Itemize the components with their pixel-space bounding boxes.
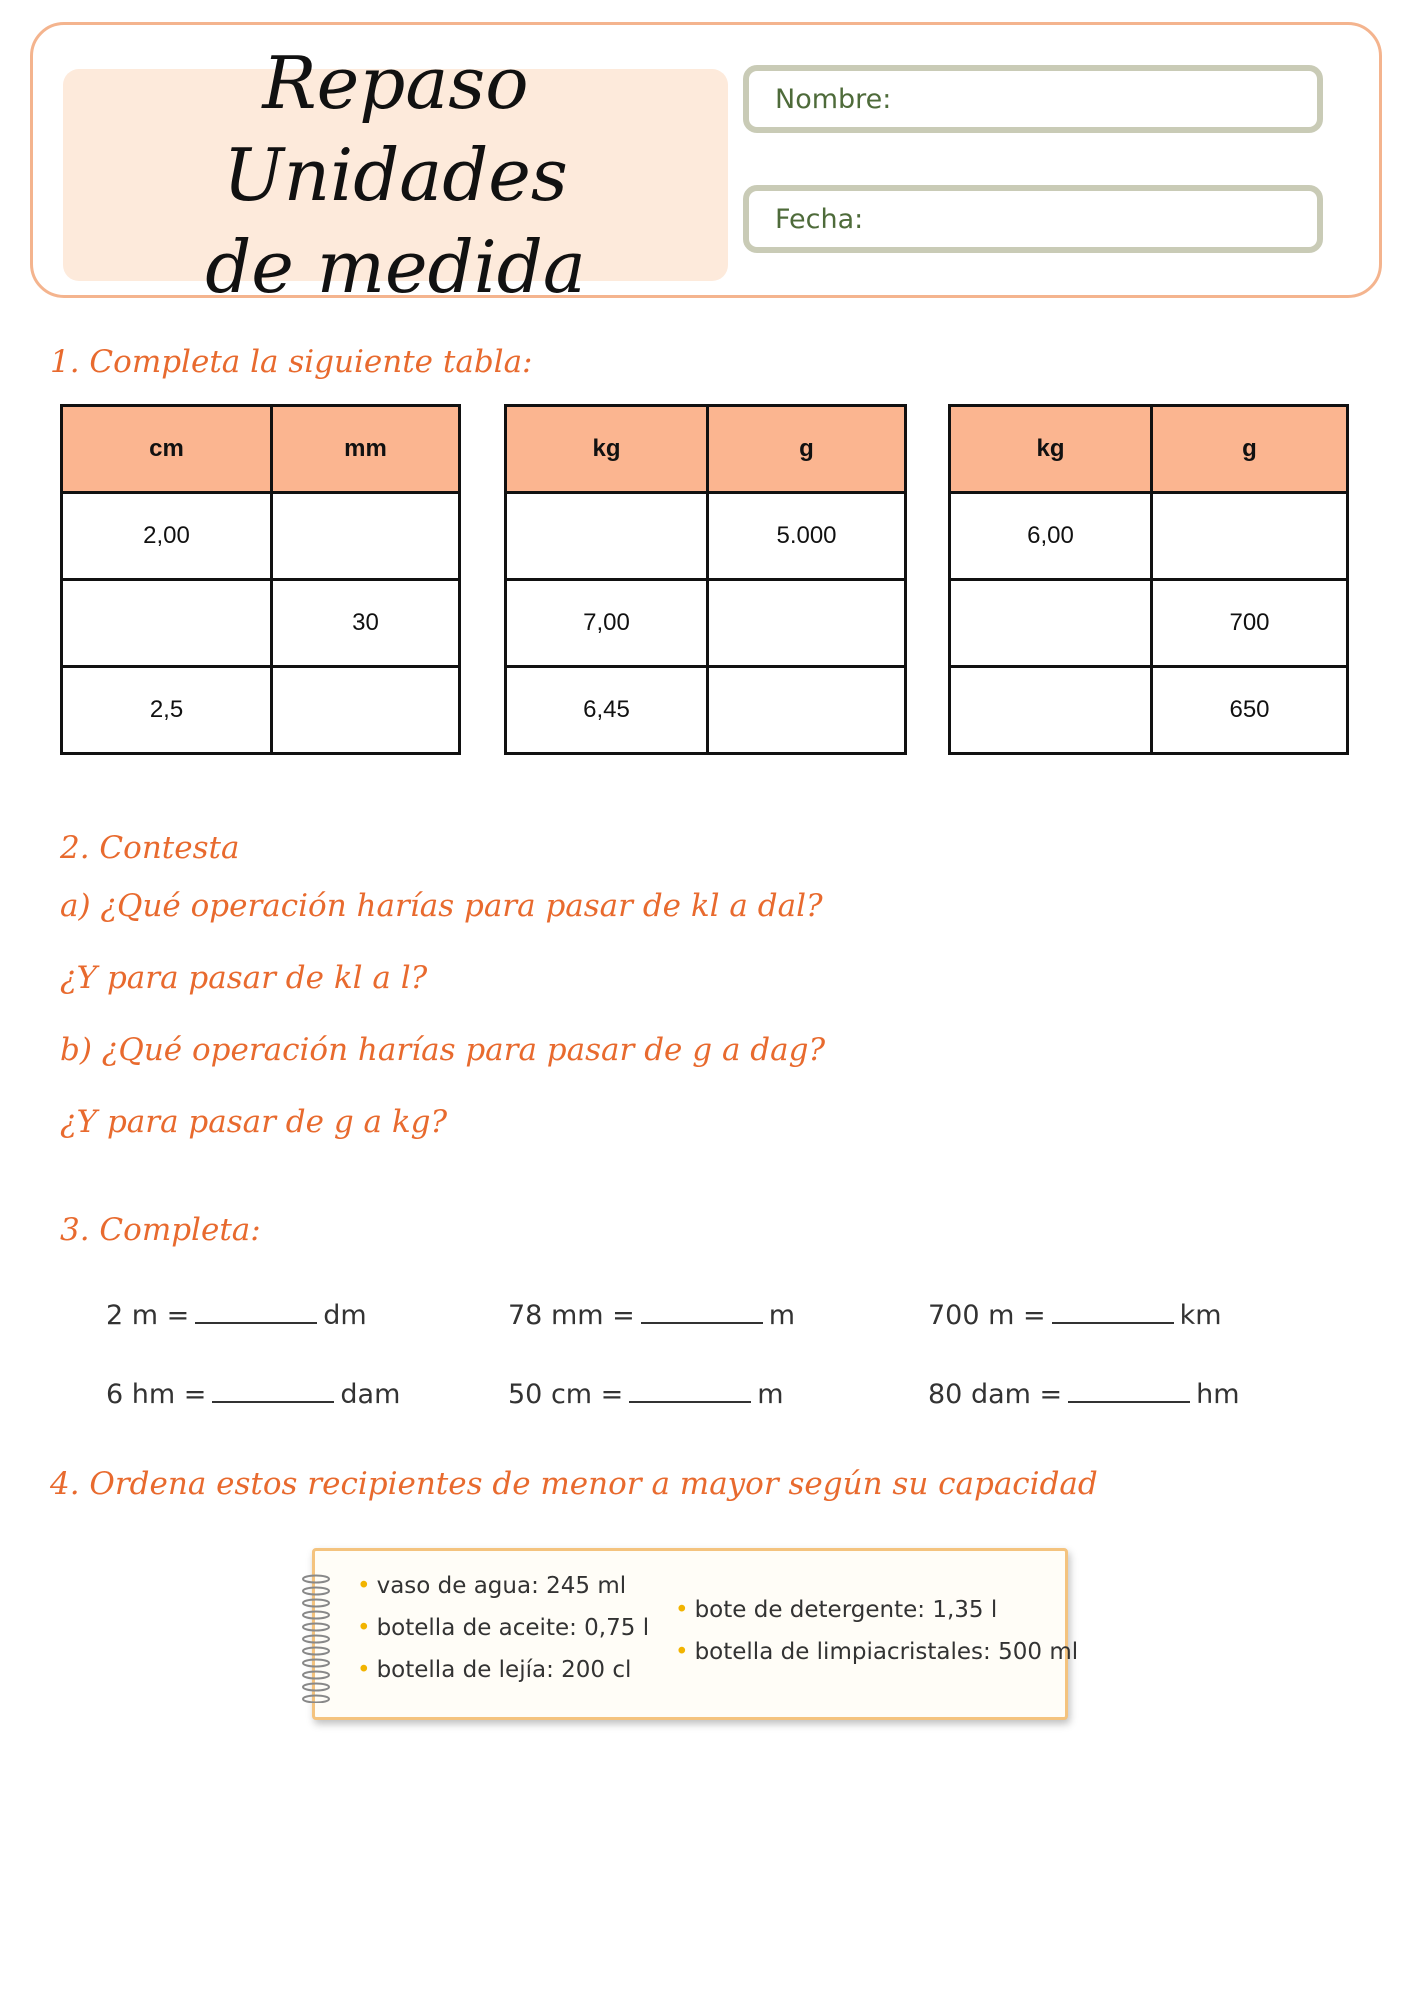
conversion-table-kg-g-1 — [504, 404, 907, 755]
exercise-left: 78 mm = — [508, 1300, 635, 1331]
table-cell[interactable] — [1152, 493, 1348, 580]
table-cell[interactable]: 30 — [272, 580, 460, 667]
conversion-table-cm-mm — [60, 404, 461, 755]
list-item — [675, 1639, 1078, 1665]
table-cell[interactable] — [950, 667, 1152, 754]
item-text: vaso de agua: 245 ml — [376, 1573, 627, 1599]
question-b-followup: ¿Y para pasar de g a kg? — [60, 1104, 448, 1140]
title-box — [63, 41, 728, 309]
exercise-unit: m — [757, 1379, 784, 1410]
question-a-followup: ¿Y para pasar de kl a l? — [60, 960, 428, 996]
table-header: kg — [950, 406, 1152, 493]
list-item — [357, 1615, 649, 1641]
section-2-title: 2. Contesta — [60, 830, 240, 866]
header-card — [30, 22, 1382, 309]
bullet-icon: • — [675, 1597, 689, 1623]
question-b: b) ¿Qué operación harías para pasar de g a dag? — [60, 1032, 826, 1068]
containers-notepad — [312, 1548, 1079, 1720]
table-header: g — [1152, 406, 1348, 493]
table-cell[interactable]: 650 — [1152, 667, 1348, 754]
page-title — [86, 37, 706, 313]
list-item — [357, 1657, 631, 1683]
exercise-left: 6 hm = — [106, 1379, 207, 1410]
bullet-icon: • — [357, 1573, 371, 1599]
conversion-table-kg-g-2 — [948, 404, 1349, 755]
table-cell[interactable] — [708, 580, 906, 667]
exercise-unit: dm — [323, 1300, 367, 1331]
section-1-title: 1. Completa la siguiente tabla: — [50, 344, 533, 380]
section-3-title: 3. Completa: — [60, 1212, 261, 1248]
table-cell[interactable]: 2,5 — [62, 667, 272, 754]
table-header: mm — [272, 406, 460, 493]
exercise-left: 50 cm = — [508, 1379, 624, 1410]
exercise-left: 2 m = — [106, 1300, 190, 1331]
table-header: cm — [62, 406, 272, 493]
bullet-icon: • — [357, 1657, 371, 1683]
list-item — [675, 1597, 997, 1623]
table-cell[interactable] — [950, 580, 1152, 667]
conversion-exercise — [106, 1298, 367, 1331]
item-text: botella de limpiacristales: 500 ml — [694, 1639, 1079, 1665]
answer-blank[interactable] — [641, 1298, 763, 1324]
answer-blank[interactable] — [212, 1377, 334, 1403]
exercise-left: 700 m = — [928, 1300, 1046, 1331]
exercise-unit: hm — [1196, 1379, 1240, 1410]
item-text: botella de aceite: 0,75 l — [376, 1615, 650, 1641]
table-cell[interactable]: 6,45 — [506, 667, 708, 754]
item-text: bote de detergente: 1,35 l — [694, 1597, 998, 1623]
exercise-unit: km — [1179, 1300, 1222, 1331]
answer-blank[interactable] — [629, 1377, 751, 1403]
section-4-title: 4. Ordena estos recipientes de menor a mayor según su capacidad — [50, 1466, 1098, 1502]
table-cell[interactable]: 5.000 — [708, 493, 906, 580]
exercise-left: 80 dam = — [928, 1379, 1063, 1410]
bullet-icon: • — [357, 1615, 371, 1641]
table-cell[interactable] — [62, 580, 272, 667]
table-header: kg — [506, 406, 708, 493]
item-text: botella de lejía: 200 cl — [376, 1657, 632, 1683]
table-cell[interactable] — [506, 493, 708, 580]
answer-blank[interactable] — [1068, 1377, 1190, 1403]
exercise-unit: dam — [340, 1379, 401, 1410]
conversion-exercise — [106, 1377, 400, 1410]
table-cell[interactable] — [708, 667, 906, 754]
date-label: Fecha: — [775, 203, 864, 235]
exercise-unit: m — [768, 1300, 796, 1331]
question-a: a) ¿Qué operación harías para pasar de kl a dal? — [60, 888, 823, 924]
table-cell[interactable]: 2,00 — [62, 493, 272, 580]
conversion-exercise — [928, 1377, 1240, 1410]
answer-blank[interactable] — [1052, 1298, 1174, 1324]
conversion-exercise — [508, 1298, 795, 1331]
title-line-2: de medida — [205, 225, 586, 309]
spiral-binding-icon — [299, 1573, 333, 1703]
date-field[interactable] — [743, 185, 1323, 253]
name-field[interactable] — [743, 65, 1323, 133]
table-cell[interactable]: 6,00 — [950, 493, 1152, 580]
list-item — [357, 1573, 626, 1599]
table-cell[interactable] — [272, 667, 460, 754]
name-label: Nombre: — [775, 83, 892, 115]
table-cell[interactable]: 700 — [1152, 580, 1348, 667]
bullet-icon: • — [675, 1639, 689, 1665]
conversion-exercise — [928, 1298, 1222, 1331]
table-cell[interactable] — [272, 493, 460, 580]
conversion-exercise — [508, 1377, 784, 1410]
answer-blank[interactable] — [195, 1298, 317, 1324]
table-header: g — [708, 406, 906, 493]
table-cell[interactable]: 7,00 — [506, 580, 708, 667]
title-line-1: Repaso Unidades — [223, 41, 568, 217]
